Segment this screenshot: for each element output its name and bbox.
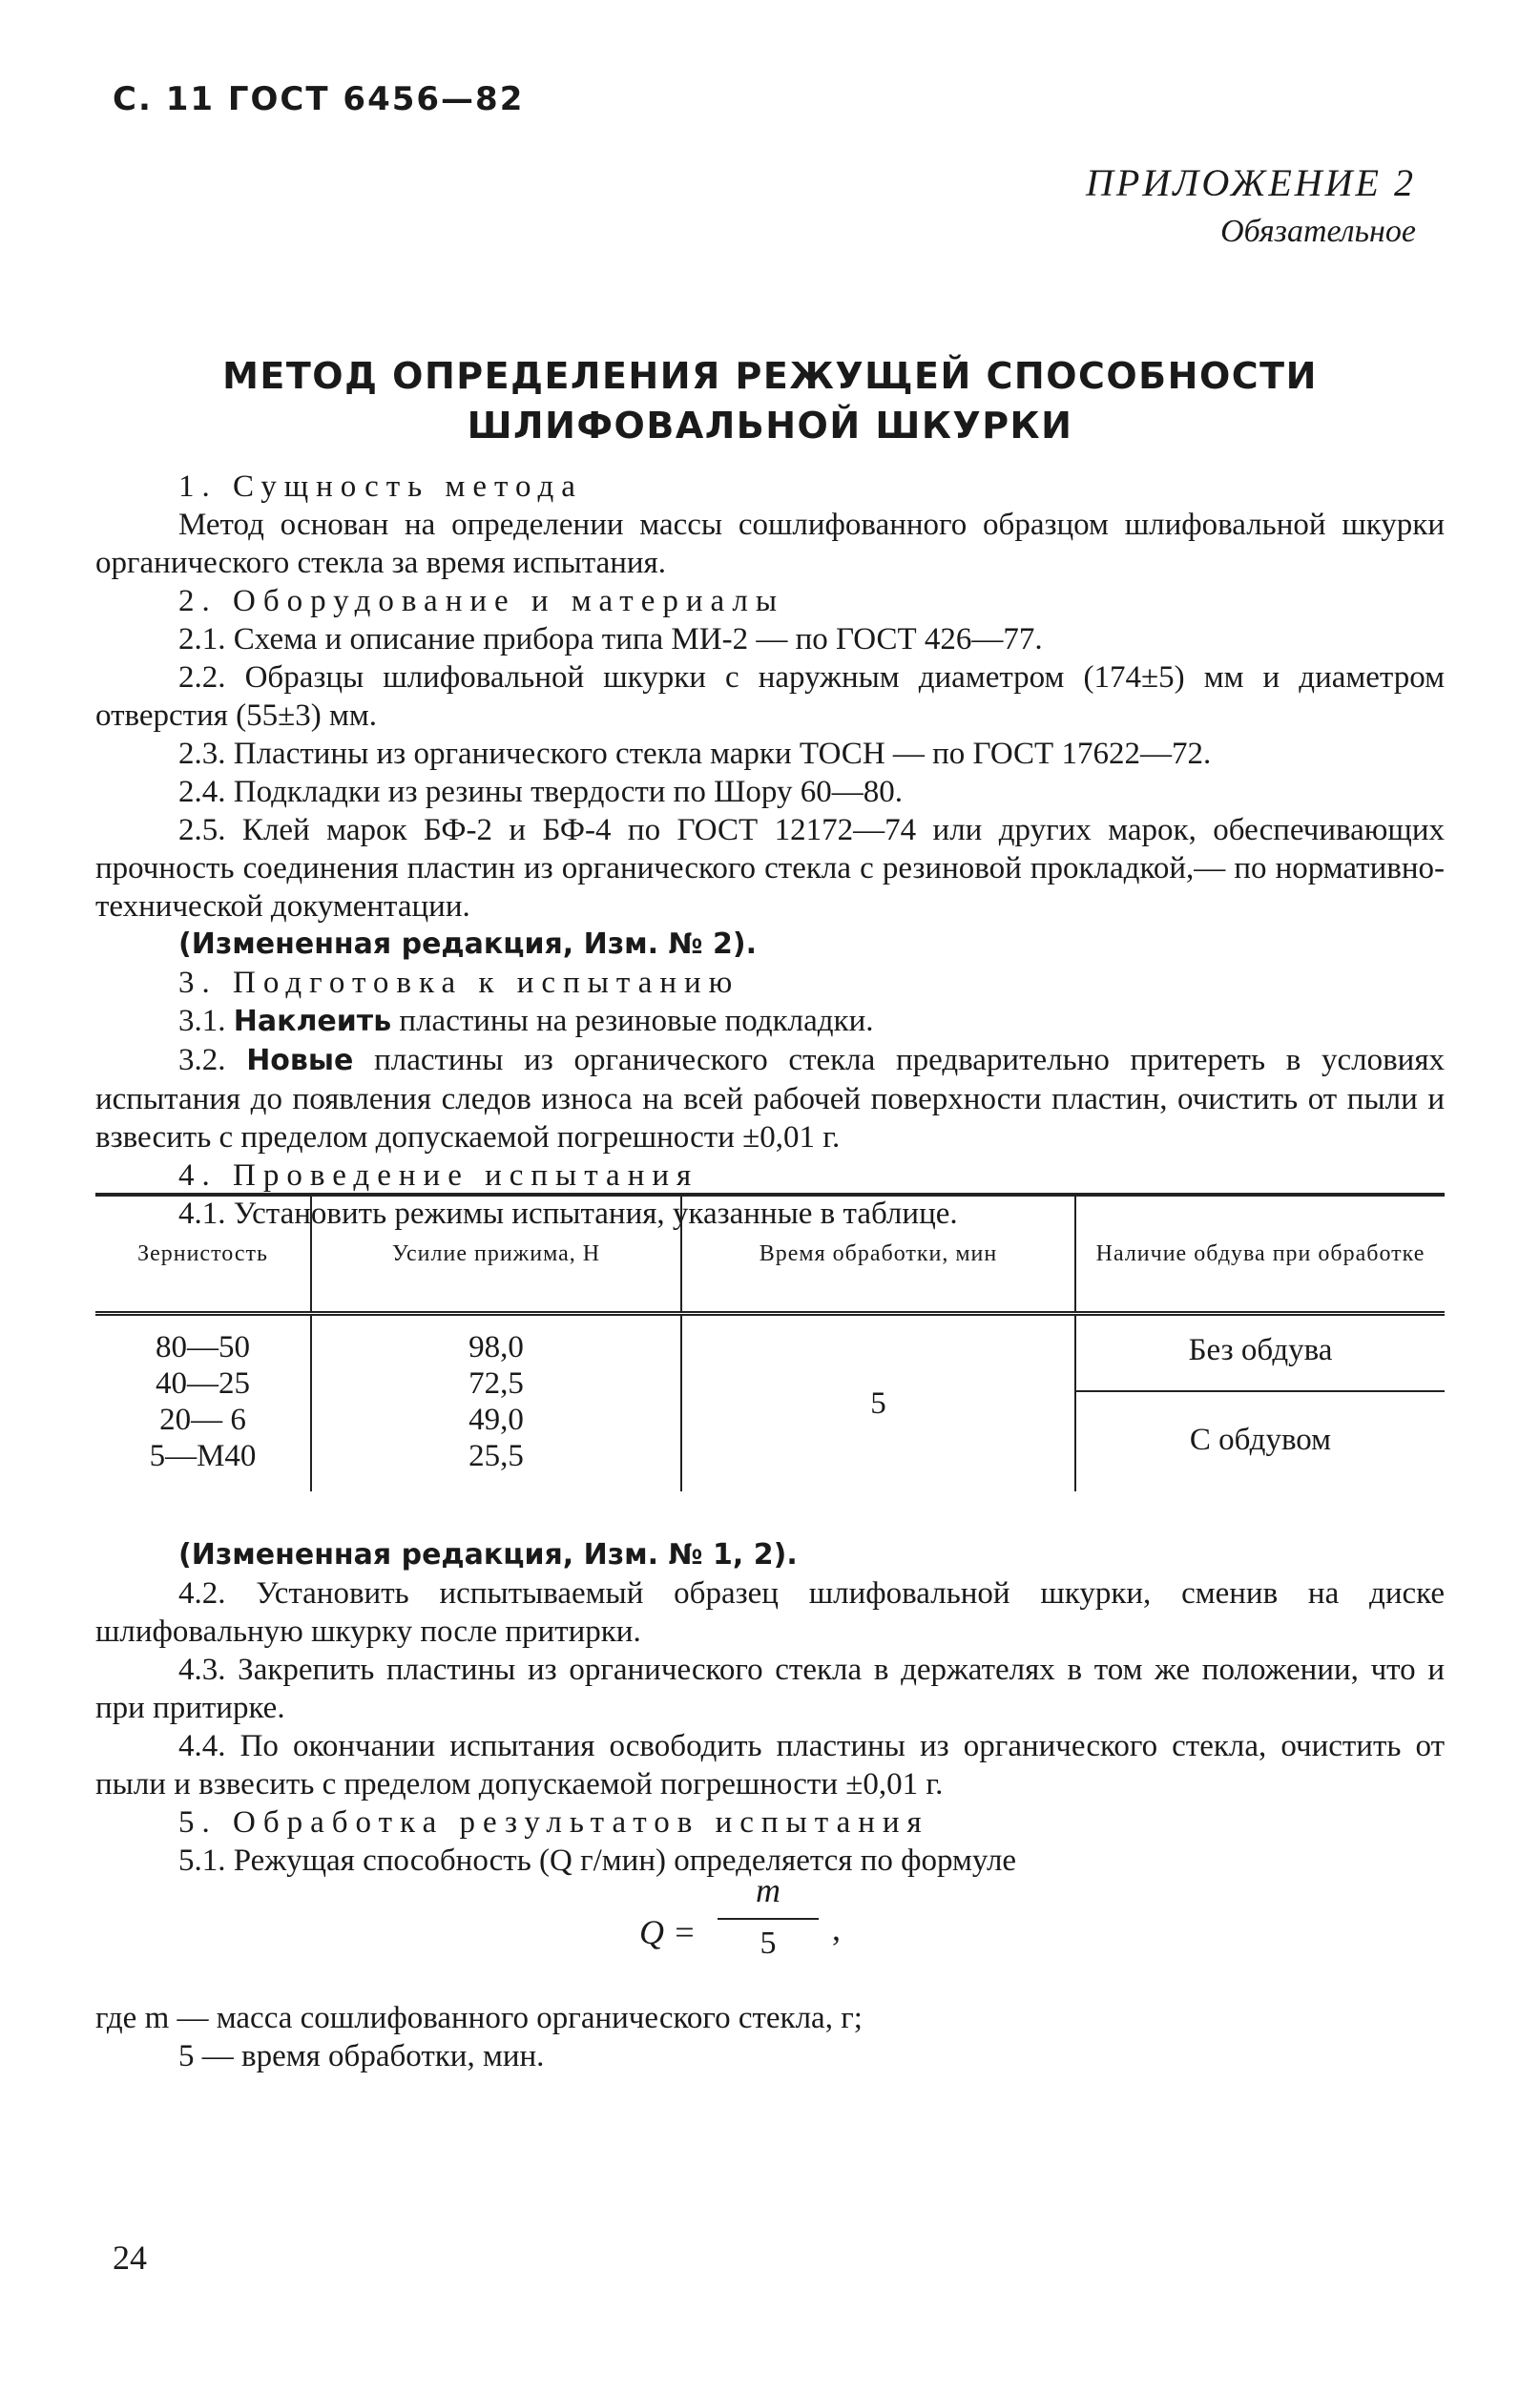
document-header: С. 11 ГОСТ 6456—82 <box>113 80 525 118</box>
item-4-2: 4.2. Установить испытываемый образец шлифовальной шкурки, сменив на диске шлифовальную шкурку после притирки. <box>95 1576 1445 1649</box>
header-force: Усилие прижима, Н <box>311 1195 681 1314</box>
item-3-2-number: 3.2. <box>178 1043 226 1077</box>
formula-comma: , <box>832 1909 841 1947</box>
section-5-title: 5. Обработка результатов испытания <box>178 1805 929 1840</box>
page-number: 24 <box>113 2239 147 2277</box>
item-2-4: 2.4. Подкладки из резины твердости по Шору 60—80. <box>178 775 903 809</box>
item-2-1: 2.1. Схема и описание прибора типа МИ-2 — по ГОСТ 426—77. <box>178 622 1043 656</box>
test-modes-table <box>95 1193 1445 1491</box>
header-time: Время обработки, мин <box>681 1195 1075 1314</box>
force-value: 25,5 <box>468 1439 524 1473</box>
revision-note-2: (Измененная редакция, Изм. № 1, 2). <box>178 1538 798 1572</box>
document-title: МЕТОД ОПРЕДЕЛЕНИЯ РЕЖУЩЕЙ СПОСОБНОСТИ ШЛИФОВАЛЬНОЙ ШКУРКИ <box>222 355 1318 447</box>
time-value: 5 <box>870 1385 886 1421</box>
grit-value: 5—М40 <box>149 1439 257 1473</box>
table-header-row <box>95 1195 1445 1314</box>
grit-value: 20— 6 <box>159 1403 246 1437</box>
airflow-cell <box>1075 1314 1445 1492</box>
formula-legend <box>95 1999 1445 2075</box>
grit-value: 80—50 <box>156 1330 250 1364</box>
time-cell <box>681 1314 1075 1492</box>
item-2-3: 2.3. Пластины из органического стекла марки ТОСН — по ГОСТ 17622—72. <box>178 737 1212 771</box>
appendix-status: Обязательное <box>1220 214 1416 249</box>
grit-value: 40—25 <box>156 1366 250 1401</box>
item-3-1 <box>95 1002 1445 1041</box>
formula-denominator: 5 <box>760 1926 777 1961</box>
force-value: 72,5 <box>468 1366 524 1401</box>
item-2-2: 2.2. Образцы шлифовальной шкурки с наружным диаметром (174±5) мм и диаметром отверстия (55±3) мм. <box>95 660 1445 733</box>
item-2-5: 2.5. Клей марок БФ-2 и БФ-4 по ГОСТ 12172—74 или других марок, обеспечивающих прочность соединения пластин из органического стекла с резиновой прокладкой,— по нормативно-технической документации. <box>95 813 1445 924</box>
item-4-1: 4.1. Установить режимы испытания, указанные в таблице. <box>178 1197 958 1231</box>
airflow-without: Без обдува <box>1076 1316 1445 1392</box>
table-row <box>95 1314 1445 1492</box>
formula-fraction-bar <box>718 1918 819 1920</box>
item-3-2-rest: пластины из органического стекла предварительно притереть в условиях испытания до появления следов износа на всей рабочей поверхности пластин, очистить от пыли и взвесить с пределом допускаемой погрешности ±0,01 г. <box>95 1043 1446 1155</box>
force-cell <box>311 1314 681 1492</box>
airflow-with: С обдувом <box>1189 1423 1332 1457</box>
grit-cell <box>95 1314 311 1492</box>
header-grit: Зернистость <box>137 1240 268 1266</box>
item-3-1-rest: пластины на резиновые подкладки. <box>399 1004 874 1038</box>
header-airflow: Наличие обдува при обработке <box>1075 1195 1445 1314</box>
item-5-1: 5.1. Режущая способность (Q г/мин) определяется по формуле <box>178 1843 1017 1878</box>
legend-m: где m — масса сошлифованного органического стекла, г; <box>95 2001 863 2035</box>
section-1-text: Метод основан на определении массы сошлифованного образцом шлифовальной шкурки органического стекла за время испытания. <box>95 508 1445 580</box>
item-3-2-bold: Новые <box>246 1044 354 1077</box>
section-3-title: 3. Подготовка к испытанию <box>178 966 740 1000</box>
item-4-3: 4.3. Закрепить пластины из органического стекла в держателях в том же положении, что и при притирке. <box>95 1653 1445 1725</box>
formula-lhs: Q = <box>639 1913 697 1951</box>
section-1-title: 1. Сущность метода <box>178 469 583 504</box>
force-value: 98,0 <box>468 1330 524 1364</box>
section-2-title: 2. Оборудование и материалы <box>178 584 785 618</box>
section-4-title: 4. Проведение испытания <box>178 1158 699 1193</box>
item-3-1-bold: Наклеить <box>233 1005 392 1038</box>
cutting-ability-formula <box>0 1870 1540 1975</box>
legend-5: 5 — время обработки, мин. <box>178 2039 545 2073</box>
revision-note-1: (Измененная редакция, Изм. № 2). <box>178 927 758 961</box>
appendix-label: ПРИЛОЖЕНИЕ 2 <box>1086 161 1416 204</box>
item-3-1-number: 3.1. <box>178 1004 226 1038</box>
item-3-2 <box>95 1041 1445 1156</box>
formula-numerator: m <box>756 1871 780 1909</box>
body-text-continued <box>95 1536 1445 1880</box>
force-value: 49,0 <box>468 1403 524 1437</box>
item-4-4: 4.4. По окончании испытания освободить пластины из органического стекла, очистить от пыли и взвесить с пределом допускаемой погрешности ±0,01 г. <box>95 1729 1445 1801</box>
body-text <box>95 468 1445 1233</box>
